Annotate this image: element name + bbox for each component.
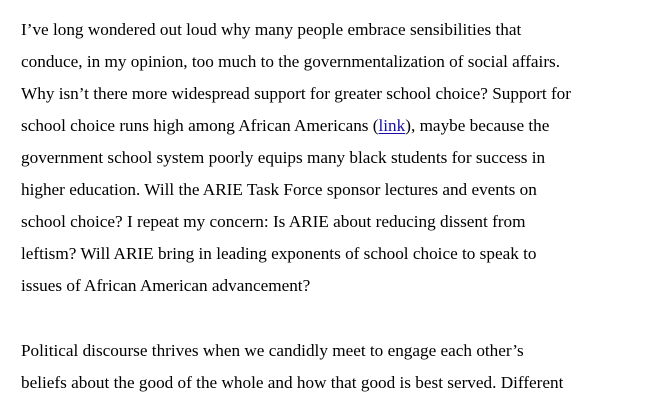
text-line: beliefs about the good of the whole and how that good is best served. Different [21,373,564,392]
text-segment: school choice runs high among African Americans ( [21,116,379,135]
text-line: I’ve long wondered out loud why many people embrace sensibilities that [21,20,522,39]
text-line: leftism? Will ARIE bring in leading exponents of school choice to speak to [21,244,537,263]
link-african-americans[interactable]: link [378,116,406,135]
paragraph-2 [21,335,641,399]
text-line: higher education. Will the ARIE Task Force sponsor lectures and events on [21,180,537,199]
text-line: Political discourse thrives when we candidly meet to engage each other’s [21,341,524,360]
text-line: school choice? I repeat my concern: Is ARIE about reducing dissent from [21,212,526,231]
paragraph-1 [21,14,641,302]
paragraph-spacer [21,302,641,335]
text-line-with-link [21,110,641,142]
text-line: issues of African American advancement? [21,276,311,295]
text-line: government school system poorly equips many black students for success in [21,148,546,167]
document-body [21,14,641,399]
text-segment: ), maybe because the [405,116,550,135]
text-line: Why isn’t there more widespread support for greater school choice? Support for [21,84,571,103]
text-line: conduce, in my opinion, too much to the governmentalization of social affairs. [21,52,561,71]
